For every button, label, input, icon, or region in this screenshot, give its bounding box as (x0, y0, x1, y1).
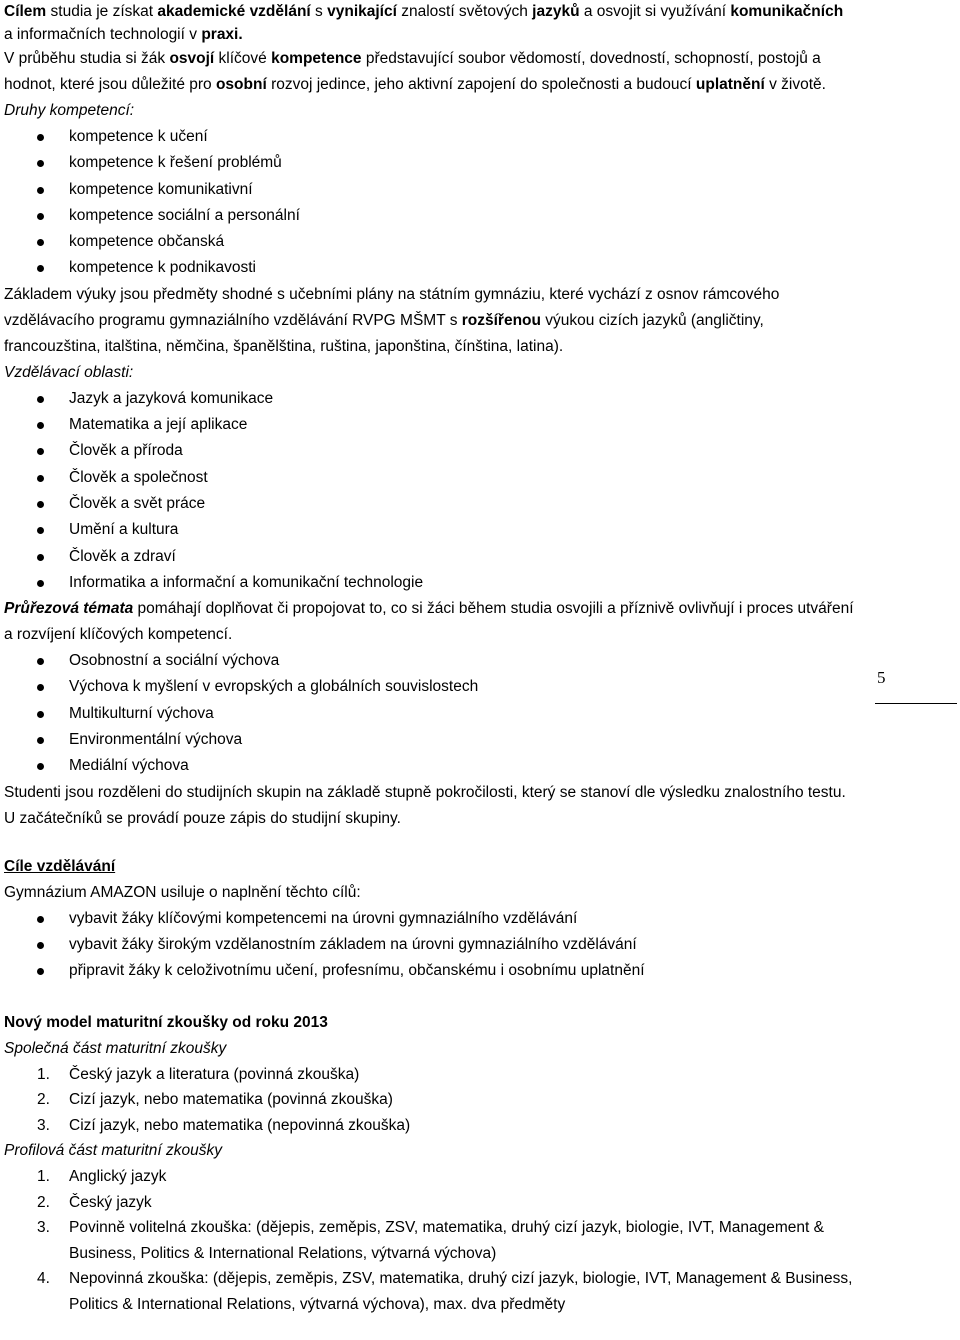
competences-list (4, 124, 854, 282)
list-item: vybavit žáky širokým vzdělanostním základem na úrovni gymnaziálního vzdělávání (4, 932, 854, 958)
basis-bold: rozšířenou (461, 311, 541, 329)
intro-p2-bold-1: osvojí (169, 50, 215, 67)
list-item: kompetence k podnikavosti (4, 255, 854, 281)
goals-heading (4, 854, 854, 880)
list-item: kompetence občanská (4, 229, 854, 255)
intro-p2-text-5: v životě. (764, 76, 826, 93)
list-item (4, 1087, 854, 1113)
exam-heading (4, 1010, 854, 1036)
intro-p1-text-1: studia je získat (46, 3, 158, 20)
intro-p2-bold-4: uplatnění (695, 76, 765, 93)
list-item (4, 1164, 854, 1190)
list-text: Nepovinná zkouška: (dějepis, zeměpis, ZSV, matematika, druhý cizí jazyk, biologie, IVT, Management & Business, Politics & International Relations, výtvarná výchova), max. dva předměty (69, 1270, 853, 1313)
list-text: Cizí jazyk, nebo matematika (povinná zkouška) (69, 1091, 393, 1109)
list-number: 1. (37, 1168, 50, 1186)
list-number: 2. (37, 1193, 50, 1211)
intro-p2-text-1: V průběhu studia si žák (4, 50, 170, 67)
list-item: Člověk a svět práce (4, 491, 854, 517)
list-text: Povinně volitelná zkouška: (dějepis, zeměpis, ZSV, matematika, druhý cizí jazyk, biologie, IVT, Management & Business, Politics & International Relations, výtvarná výchova) (69, 1219, 824, 1262)
intro-p1-bold-5: komunikačních (730, 3, 844, 20)
list-item (4, 1266, 854, 1317)
intro-p1-bold-1: Cílem (4, 3, 47, 20)
areas-heading: Vzdělávací oblasti: (4, 363, 134, 381)
list-item: Člověk a příroda (4, 438, 854, 464)
list-item: Multikulturní výchova (4, 701, 854, 727)
list-item (4, 1190, 854, 1216)
intro-p2-text-4: rozvoj jedince, jeho aktivní zapojení do společnosti a budoucí (266, 76, 696, 93)
list-number: 1. (37, 1065, 50, 1083)
list-item: Mediální výchova (4, 753, 854, 779)
competences-heading: Druhy kompetencí: (4, 102, 135, 119)
intro-p1-text-5: a informačních technologií v (4, 26, 202, 43)
list-text: Český jazyk (69, 1193, 152, 1211)
list-item: kompetence k učení (4, 124, 854, 150)
crosscutting-lead: Průřezová témata (4, 600, 134, 618)
intro-p1-bold-4: jazyků (532, 3, 580, 20)
intro-p1-bold-2: akademické vzdělání (157, 3, 311, 20)
list-item (4, 1062, 854, 1088)
list-item: Umění a kultura (4, 517, 854, 543)
crosscutting-paragraph (4, 596, 854, 648)
goals-heading-text: Cíle vzdělávání (4, 857, 116, 875)
list-number: 3. (37, 1219, 50, 1237)
intro-p2-text-3: představující soubor vědomostí, dovedností, schopností, postojů a hodnot, které jsou důležité pro (4, 50, 821, 93)
intro-p1-bold-3: vynikající (327, 3, 397, 20)
basis-paragraph (4, 282, 854, 360)
crosscutting-text: pomáhají doplňovat či propojovat to, co si žáci během studia osvojili a příznivě ovlivňují i proces utváření a rozvíjení klíčových kompetencí. (4, 600, 854, 644)
list-item: kompetence sociální a personální (4, 203, 854, 229)
list-item: kompetence komunikativní (4, 177, 854, 203)
intro-p1-text-2: s (310, 3, 328, 20)
list-number: 3. (37, 1116, 50, 1134)
exam-profile-heading: Profilová část maturitní zkoušky (4, 1142, 222, 1160)
list-number: 4. (37, 1270, 50, 1288)
goals-intro: Gymnázium AMAZON usiluje o naplnění těchto cílů: (4, 883, 361, 901)
intro-p2-text-2: klíčové (214, 50, 272, 67)
list-item: Jazyk a jazyková komunikace (4, 386, 854, 412)
crosscutting-list (4, 648, 854, 779)
intro-paragraph-1 (4, 0, 854, 46)
list-text: Anglický jazyk (69, 1168, 167, 1186)
list-item: Informatika a informační a komunikační technologie (4, 570, 854, 596)
list-text: Český jazyk a literatura (povinná zkouška) (69, 1065, 360, 1083)
basis-text-1: Základem výuky jsou předměty shodné s učebními plány na státním gymnáziu, které vychází z osnov rámcového vzdělávacího programu gymnaziálního vzdělávání RVPG MŠMT s (4, 285, 780, 329)
page-number-rule (875, 703, 957, 704)
list-item: Matematika a její aplikace (4, 412, 854, 438)
groups-paragraph: Studenti jsou rozděleni do studijních skupin na základě stupně pokročilosti, který se stanoví dle výsledku znalostního testu. U začátečníků se provádí pouze zápis do studijní skupiny. (4, 783, 846, 827)
areas-list (4, 386, 854, 596)
goals-list (4, 906, 854, 985)
intro-p2-bold-3: osobní (215, 76, 267, 93)
list-item: připravit žáky k celoživotnímu učení, profesnímu, občanskému i osobnímu uplatnění (4, 958, 854, 984)
list-item (4, 1215, 854, 1266)
intro-paragraph-2 (4, 46, 854, 98)
list-text: Cizí jazyk, nebo matematika (nepovinná zkouška) (69, 1116, 411, 1134)
list-item: Člověk a společnost (4, 465, 854, 491)
list-item: Člověk a zdraví (4, 544, 854, 570)
intro-p1-text-4: a osvojit si využívání (579, 3, 731, 20)
document-page (4, 0, 854, 1317)
list-item: Výchova k myšlení v evropských a globálních souvislostech (4, 674, 854, 700)
list-item: vybavit žáky klíčovými kompetencemi na úrovni gymnaziálního vzdělávání (4, 906, 854, 932)
list-item: Osobnostní a sociální výchova (4, 648, 854, 674)
intro-p1-text-3: znalostí světových (396, 3, 533, 20)
exam-profile-list (4, 1164, 854, 1317)
exam-common-heading: Společná část maturitní zkoušky (4, 1039, 227, 1057)
basis-text-2: výukou cizích jazyků (angličtiny, francouzština, italština, němčina, španělština, ruština, japonština, čínština, latina). (4, 311, 764, 355)
list-item: Environmentální výchova (4, 727, 854, 753)
list-number: 2. (37, 1091, 50, 1109)
intro-p1-bold-6: praxi. (201, 26, 243, 43)
list-item: kompetence k řešení problémů (4, 150, 854, 176)
list-item (4, 1113, 854, 1139)
intro-p2-bold-2: kompetence (271, 50, 362, 67)
page-number: 5 (877, 668, 886, 687)
exam-heading-text: Nový model maturitní zkoušky od roku 2013 (4, 1013, 328, 1031)
exam-common-list (4, 1062, 854, 1139)
